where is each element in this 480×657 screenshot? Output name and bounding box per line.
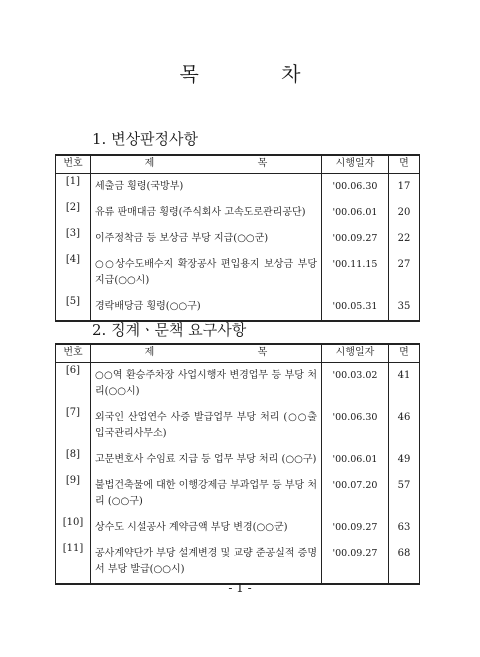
table-row[interactable] [56,515,420,541]
page-title: 목 차 [179,62,339,86]
table-row[interactable] [56,226,420,252]
row-page: 57 [389,473,420,515]
section-heading-2: 2. 징계ㆍ문책 요구사항 [92,321,247,339]
table-row[interactable] [56,252,420,294]
row-page: 22 [389,226,420,252]
row-date: '00.06.30 [322,174,389,201]
row-date: '00.06.01 [322,447,389,473]
row-date: '00.07.20 [322,473,389,515]
table-row[interactable] [56,541,420,584]
row-title[interactable]: ○○역 환승주차장 사업시행자 변경업무 등 부당 처리(○○시) [91,363,322,406]
row-date: '00.05.31 [322,294,389,321]
row-number: [11] [56,541,91,584]
row-title[interactable]: 외국인 산업연수 사증 발급업무 부당 처리 (○○출입국관리사무소) [91,405,322,447]
row-number: [3] [56,226,91,252]
row-page: 49 [389,447,420,473]
row-date: '00.09.27 [322,226,389,252]
row-page: 41 [389,363,420,406]
page-number-footer: - 1 - [228,581,252,595]
row-title[interactable]: 고문변호사 수임료 지급 등 업무 부당 처리 (○○구) [91,447,322,473]
header-title-right: 목 [257,347,268,358]
table-row[interactable] [56,473,420,515]
row-title[interactable]: 상수도 시설공사 계약금액 부당 변경(○○군) [91,515,322,541]
row-title[interactable]: 경락배당금 횡령(○○구) [91,294,322,321]
row-title[interactable]: 유류 판매대금 횡령(주식회사 고속도로관리공단) [91,200,322,226]
row-date: '00.06.01 [322,200,389,226]
row-title[interactable]: 세출금 횡령(국방부) [91,174,322,201]
row-date: '00.03.02 [322,363,389,406]
row-page: 46 [389,405,420,447]
row-title[interactable]: 공사계약단가 부당 설계변경 및 교량 준공실적 증명서 부당 발급(○○시) [91,541,322,584]
row-date: '00.06.30 [322,405,389,447]
row-page: 68 [389,541,420,584]
row-number: [10] [56,515,91,541]
header-page: 면 [389,155,420,174]
table-row[interactable] [56,447,420,473]
section-heading-1: 1. 변상판정사항 [92,130,199,148]
header-title-left: 제 [144,347,155,358]
toc-table-2 [55,343,420,585]
row-page: 20 [389,200,420,226]
row-date: '00.09.27 [322,515,389,541]
row-number: [4] [56,252,91,294]
row-title[interactable]: 불법건축물에 대한 이행강제금 부과업무 등 부당 처리 (○○구) [91,473,322,515]
row-number: [1] [56,174,91,201]
table-row[interactable] [56,363,420,406]
header-title [91,155,322,174]
header-title [91,344,322,363]
header-title-right: 목 [257,158,268,169]
header-num: 번호 [56,155,91,174]
row-number: [5] [56,294,91,321]
row-number: [8] [56,447,91,473]
table-row[interactable] [56,405,420,447]
row-date: '00.11.15 [322,252,389,294]
row-page: 35 [389,294,420,321]
row-date: '00.09.27 [322,541,389,584]
row-title[interactable]: ○○상수도배수지 확장공사 편입용지 보상금 부당 지급(○○시) [91,252,322,294]
table-row[interactable] [56,294,420,321]
header-title-left: 제 [144,158,155,169]
table-row[interactable] [56,174,420,201]
header-num: 번호 [56,344,91,363]
row-title[interactable]: 이주정착금 등 보상금 부당 지급(○○군) [91,226,322,252]
header-date: 시행일자 [322,344,389,363]
row-number: [2] [56,200,91,226]
toc-table-1 [55,154,420,322]
header-page: 면 [389,344,420,363]
row-page: 17 [389,174,420,201]
table-row[interactable] [56,200,420,226]
row-number: [9] [56,473,91,515]
row-page: 27 [389,252,420,294]
row-number: [7] [56,405,91,447]
row-number: [6] [56,363,91,406]
row-page: 63 [389,515,420,541]
header-date: 시행일자 [322,155,389,174]
